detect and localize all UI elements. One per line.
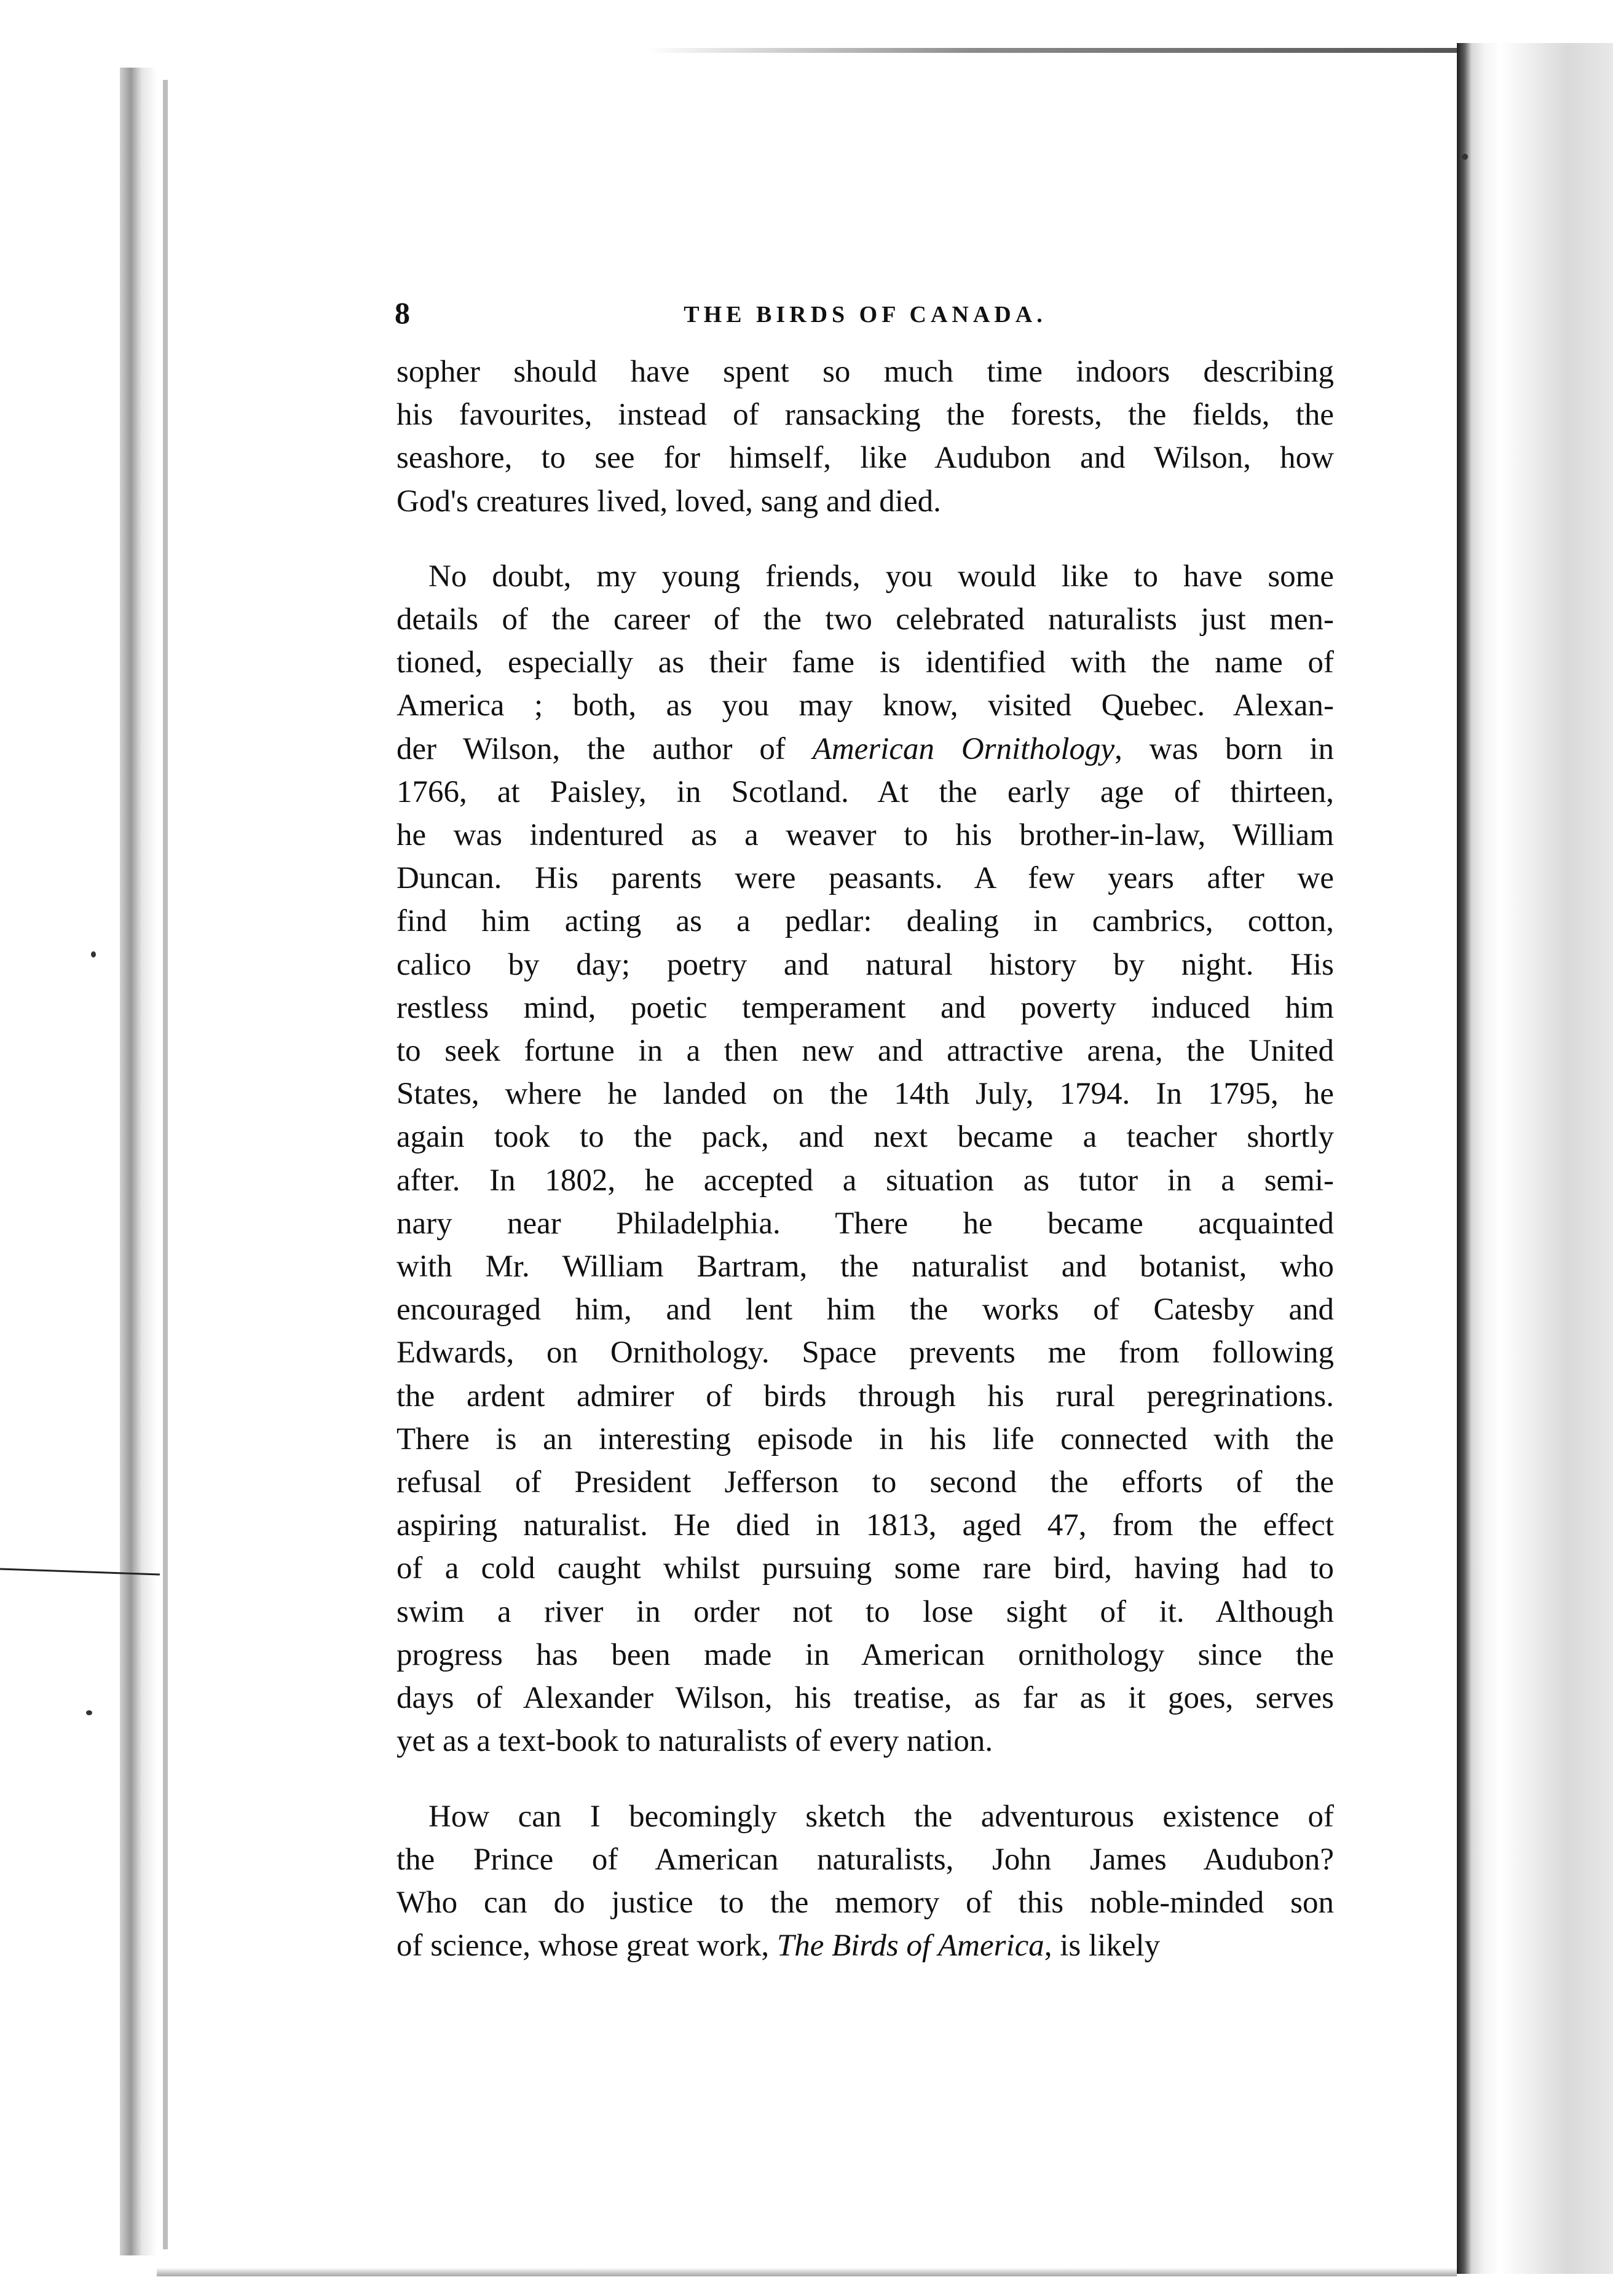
scan-speck [91,951,96,957]
paragraph [396,555,1334,1763]
running-head [396,295,1334,350]
text-line: No doubt, my young friends, you would like to have some [428,559,1334,594]
text-line: his favourites, instead of ransacking the forests, the fields, the [396,398,1334,433]
text-line: nary near Philadelphia. There he became acquainted [396,1206,1334,1241]
text-line: to seek fortune in a then new and attractive arena, the United [396,1034,1334,1069]
text-line: of a cold caught whilst pursuing some rare bird, having had to [396,1551,1334,1586]
text-line: Edwards, on Ornithology. Space prevents me from following [396,1335,1334,1370]
text-line: aspiring naturalist. He died in 1813, aged 47, from the effect [396,1508,1334,1543]
text-line: of science, whose great work, The Birds of America, is likely [396,1928,1161,1964]
scan-left-edge [120,68,157,2255]
text-line: swim a river in order not to lose sight of it. Although [396,1594,1334,1629]
scan-top-edge [645,48,1457,53]
text-line: the Prince of American naturalists, John James Audubon? [396,1842,1334,1877]
text-line: der Wilson, the author of American Ornithology, was born in [396,731,1334,766]
text-line: Who can do justice to the memory of this noble-minded son [396,1885,1334,1920]
paragraph [396,350,1334,523]
text-line: find him acting as a pedlar: dealing in cambrics, cotton, [396,904,1334,939]
text-line: States, where he landed on the 14th July, 1794. In 1795, he [396,1077,1334,1112]
scan-right-edge [1457,43,1613,2274]
text-line: he was indentured as a weaver to his brother-in-law, William [396,818,1334,853]
text-line: the ardent admirer of birds through his rural peregrinations. [396,1378,1334,1413]
text-line: seashore, to see for himself, like Audubon and Wilson, how [396,441,1334,476]
text-line: How can I becomingly sketch the adventurous existence of [428,1799,1334,1834]
text-line: There is an interesting episode in his life connected with the [396,1421,1334,1457]
paragraph [396,1795,1334,1968]
text-line: calico by day; poetry and natural history by night. His [396,947,1334,982]
book-page [396,295,1334,1967]
text-line: encouraged him, and lent him the works of Catesby and [396,1292,1334,1327]
running-title: THE BIRDS OF CANADA. [684,302,1047,328]
text-line: progress has been made in American ornithology since the [396,1637,1334,1672]
text-line: again took to the pack, and next became a teacher shortly [396,1120,1334,1155]
text-line: with Mr. William Bartram, the naturalist and botanist, who [396,1249,1334,1284]
text-line: America ; both, as you may know, visited Quebec. Alexan- [396,688,1334,723]
text-line: refusal of President Jefferson to second the efforts of the [396,1465,1334,1500]
text-line: tioned, especially as their fame is identified with the name of [396,645,1334,680]
text-line: restless mind, poetic temperament and poverty induced him [396,990,1334,1025]
scan-bottom-edge [157,2268,1457,2276]
paragraph-gap [396,523,1334,555]
text-line: Duncan. His parents were peasants. A few years after we [396,861,1334,896]
page-number: 8 [395,296,410,330]
scan-speck [1462,154,1468,160]
text-line: 1766, at Paisley, in Scotland. At the early age of thirteen, [396,774,1334,809]
text-line: sopher should have spent so much time indoors describing [396,355,1334,389]
text-line: God's creatures lived, loved, sang and died. [396,484,941,519]
text-line: after. In 1802, he accepted a situation as tutor in a semi- [396,1163,1334,1198]
paragraph-gap [396,1763,1334,1795]
scan-speck [86,1710,92,1715]
text-line: details of the career of the two celebrated naturalists just men- [396,602,1334,637]
text-line: yet as a text-book to naturalists of every nation. [396,1724,993,1759]
text-line: days of Alexander Wilson, his treatise, as far as it goes, serves [396,1681,1334,1716]
scan-left-line [163,80,168,2249]
body-text [396,350,1334,1967]
